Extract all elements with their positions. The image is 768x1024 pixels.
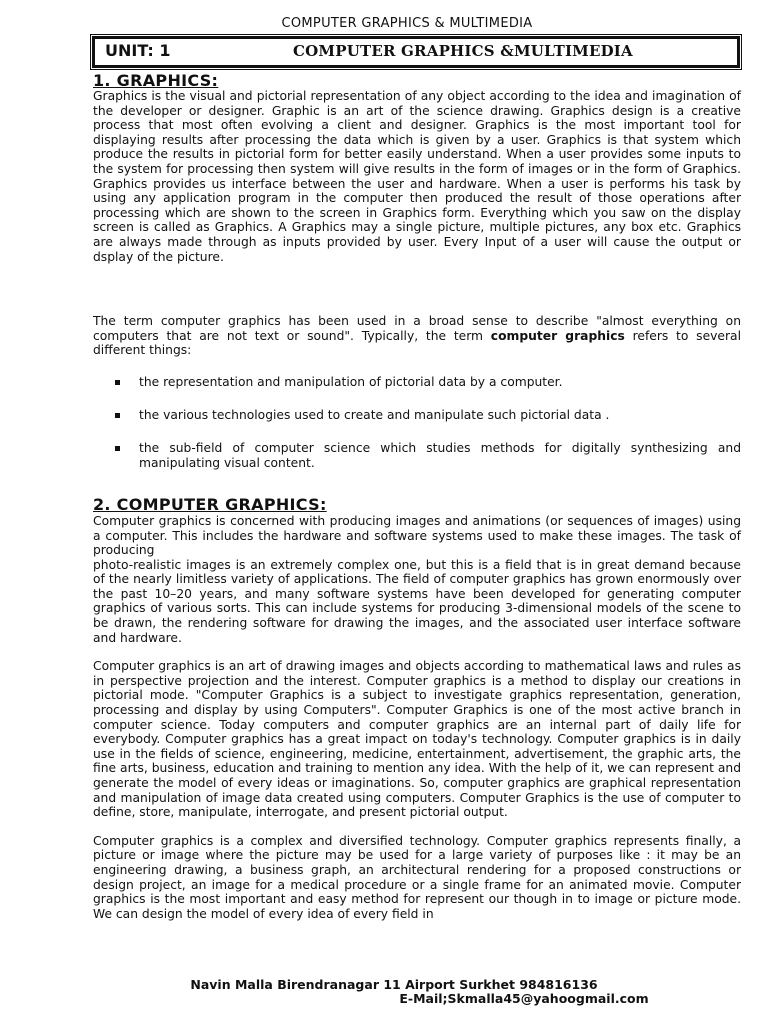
list-item-text: the various technologies used to create and manipulate such pictorial data . <box>139 407 610 422</box>
unit-label: UNIT: 1 <box>105 41 171 60</box>
list-item-text: the representation and manipulation of pictorial data by a computer. <box>139 374 563 389</box>
bullet-list <box>93 375 741 471</box>
list-item <box>93 375 741 390</box>
emphasis-term: computer graphics <box>490 328 625 343</box>
paragraph-text: refers to several different things: <box>93 328 741 358</box>
unit-title-box <box>92 36 740 68</box>
list-item <box>93 408 741 423</box>
graphics-paragraph-2 <box>93 314 741 358</box>
cg-paragraph-1b: photo-realistic images is an extremely complex one, but this is a field that is in great demand because of the nearly limitless variety of applications. The field of computer graphics has grown enormously over the past 10–20 years, and many software systems have been developed for generating computer graphics of various sorts. This can include systems for producing 3-dimensional models of the scene to be drawn, the rendering software for drawing the images, and the associated user interface software and hardware. <box>93 557 741 645</box>
cg-paragraph-1a: Computer graphics is concerned with producing images and animations (or sequences of images) using a computer. This includes the hardware and software systems used to make these images. The task of producing <box>93 513 741 558</box>
cg-paragraph-2: Computer graphics is an art of drawing images and objects according to mathematical laws and rules as in perspective projection and the interest. Computer graphics is a method to display our creations in pictorial mode. "Computer Graphics is a subject to investigate graphics representation, generation, processing and display by using Computers". Computer Graphics is one of the most active branch in computer science. Today computers and computer graphics are an internal part of daily life for everybody. Computer graphics has a great impact on today's technology. Computer graphics is in daily use in the fields of science, engineering, medicine, entertainment, advertisement, the graphic arts, the fine arts, business, education and training to mention any idea. With the help of it, we can represent and generate the model of every ideas or imaginations. So, computer graphics are graphical representation and manipulation of image data created using computers. Computer Graphics is the use of computer to define, store, manipulate, interrogate, and present pictorial output. <box>93 659 741 820</box>
list-item <box>93 441 741 471</box>
bullet-square-icon <box>115 413 120 418</box>
running-header: COMPUTER GRAPHICS & MULTIMEDIA <box>281 16 533 31</box>
unit-title: COMPUTER GRAPHICS &MULTIMEDIA <box>293 42 633 60</box>
bullet-square-icon <box>115 446 120 451</box>
paragraph-text: The term computer graphics has been used in a broad sense to describe "almost everything on computers that are not text or sound". Typically, the term <box>93 314 741 343</box>
document-page <box>93 14 741 921</box>
list-item-text: the sub-field of computer science which studies methods for digitally synthesizing and manipulating visual content. <box>139 440 741 470</box>
footer-email: E-Mail;Skmalla45@yahoogmail.com <box>399 991 649 1006</box>
cg-paragraph-3: Computer graphics is a complex and diversified technology. Computer graphics represents finally, a picture or image where the picture may be used for a large variety of purposes like : it may be an engineering drawing, a business graph, an architectural rendering for a proposed constructions or design project, an image for a medical procedure or a single frame for an animated movie. Computer graphics is the most important and easy method for represent our though in to image or picture mode. We can design the model of every idea of every field in <box>93 833 741 921</box>
section-heading-computer-graphics: 2. COMPUTER GRAPHICS: <box>93 494 327 514</box>
bullet-square-icon <box>115 380 120 385</box>
footer-address: Navin Malla Birendranagar 11 Airport Surkhet 984816136 <box>190 977 598 992</box>
section-heading-graphics: 1. GRAPHICS: <box>93 71 219 90</box>
graphics-paragraph-1: Graphics is the visual and pictorial representation of any object according to the idea and imagination of the developer or designer. Graphic is an art of the science drawing. Graphics design is a creative process that most often evolving a client and designer. Graphics is the most important tool for displaying results after processing the data which is given by a user. Graphics is that system which produce the results in pictorial form for better easily understand. When a user provides some inputs to the system for processing then system will give results in the form of images or in the form of Graphics. Graphics provides us interface between the user and hardware. When a user is performs his task by using any application program in the computer then produced the result of those operations after processing which are shown to the screen in Graphics form. Everything which you saw on the display screen is called as Graphics. A Graphics may a single picture, multiple pictures, any box etc. Graphics are always made through as inputs provided by user. Every Input of a user will cause the output or dsplay of the picture. <box>93 89 741 264</box>
